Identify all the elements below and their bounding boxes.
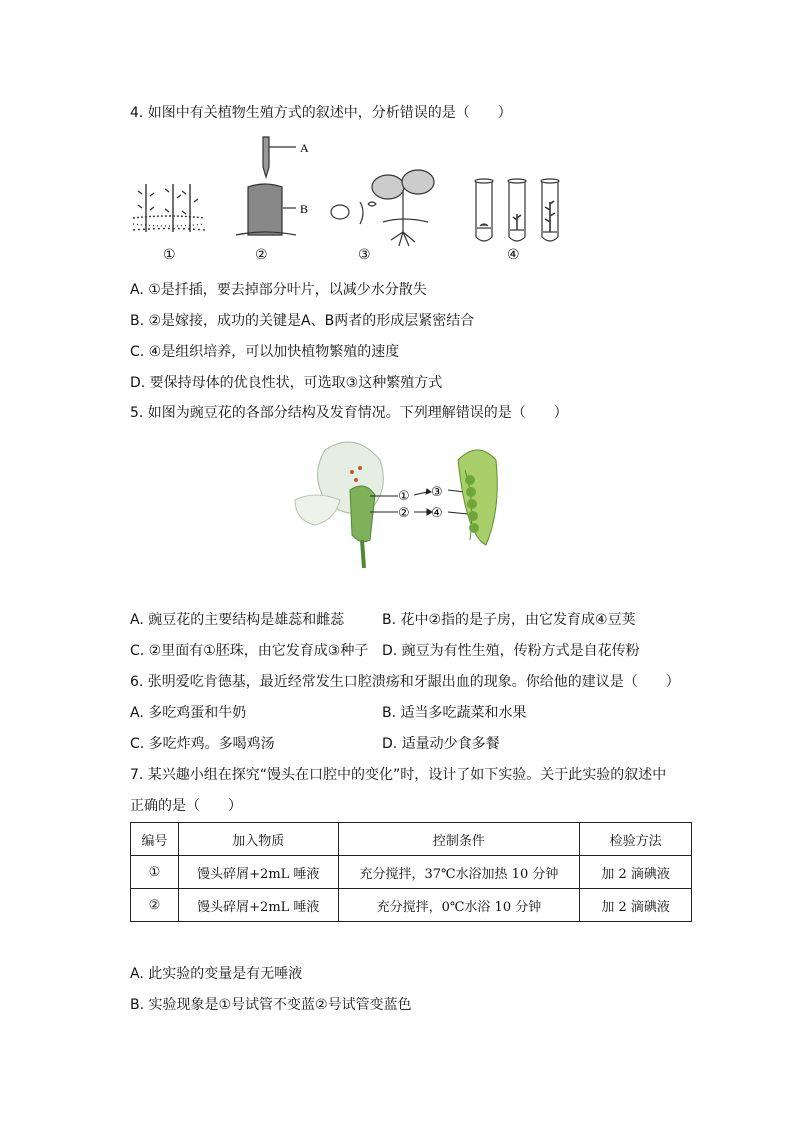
- q6-option-d: D. 适量动少食多餐: [382, 736, 500, 752]
- q7-option-b: B. 实验现象是①号试管不变蓝②号试管变蓝色: [130, 997, 412, 1013]
- table-cell: ①: [131, 856, 179, 889]
- tissue-culture-illustration: [475, 179, 559, 241]
- q5-option-b: B. 花中②指的是子房，由它发育成④豆荚: [382, 612, 636, 628]
- caption-2: ②: [255, 247, 268, 263]
- q5-figure: [290, 430, 505, 570]
- q6-option-b: B. 适当多吃蔬菜和水果: [382, 705, 527, 721]
- table-row: [131, 889, 692, 922]
- label-2: ②: [398, 506, 410, 521]
- q4-figure: [128, 132, 568, 262]
- table-cell: 馒头碎屑+2mL 唾液: [178, 889, 338, 922]
- caption-1: ①: [163, 247, 176, 263]
- caption-4: ④: [507, 247, 520, 263]
- table-header-row: [131, 823, 692, 856]
- caption-3: ③: [358, 247, 371, 263]
- q5-option-a: A. 豌豆花的主要结构是雄蕊和雌蕊: [130, 612, 345, 628]
- label-4: ④: [431, 506, 443, 521]
- table-header: 控制条件: [338, 823, 580, 856]
- table-header: 编号: [131, 823, 179, 856]
- q7-option-a: A. 此实验的变量是有无唾液: [130, 966, 303, 982]
- q6-option-c: C. 多吃炸鸡。多喝鸡汤: [130, 736, 275, 752]
- q5-stem: 5. 如图为豌豆花的各部分结构及发育情况。下列理解错误的是（ ）: [130, 405, 568, 421]
- label-a: A: [300, 141, 309, 155]
- pea-pod-illustration: [458, 450, 497, 545]
- table-cell: 充分搅拌，37℃水浴加热 10 分钟: [338, 856, 580, 889]
- q5-option-c: C. ②里面有①胚珠，由它发育成③种子: [130, 643, 369, 659]
- seed-germination-illustration: [331, 170, 434, 246]
- pea-flower-illustration: [295, 442, 398, 568]
- experiment-table: [130, 822, 692, 922]
- q7-stem-line2: 正确的是（ ）: [130, 798, 242, 814]
- q6-stem: 6. 张明爱吃肯德基，最近经常发生口腔溃疡和牙龈出血的现象。你给他的建议是（ ）: [130, 674, 680, 690]
- q7-stem-line1: 7. 某兴趣小组在探究“馒头在口腔中的变化”时，设计了如下实验。关于此实验的叙述中: [130, 767, 667, 783]
- q4-option-c: C. ④是组织培养，可以加快植物繁殖的速度: [130, 344, 400, 360]
- table-header: 加入物质: [178, 823, 338, 856]
- label-3: ③: [431, 485, 443, 500]
- table-cell: 馒头碎屑+2mL 唾液: [178, 856, 338, 889]
- cutting-illustration: [133, 184, 205, 232]
- table-cell: 加 2 滴碘液: [580, 889, 692, 922]
- q4-stem: 4. 如图中有关植物生殖方式的叙述中，分析错误的是（ ）: [130, 105, 512, 121]
- table-cell: 充分搅拌，0℃水浴 10 分钟: [338, 889, 580, 922]
- q5-option-d: D. 豌豆为有性生殖，传粉方式是自花传粉: [382, 643, 640, 659]
- label-1: ①: [398, 489, 410, 504]
- table-cell: 加 2 滴碘液: [580, 856, 692, 889]
- table-header: 检验方法: [580, 823, 692, 856]
- label-b: B: [300, 202, 309, 216]
- table-cell: ②: [131, 889, 179, 922]
- q6-option-a: A. 多吃鸡蛋和牛奶: [130, 705, 247, 721]
- q4-option-b: B. ②是嫁接，成功的关键是A、B两者的形成层紧密结合: [130, 313, 475, 329]
- table-row: [131, 856, 692, 889]
- q4-option-d: D. 要保持母体的优良性状，可选取③这种繁殖方式: [130, 375, 443, 391]
- grafting-illustration: [236, 137, 296, 235]
- q4-option-a: A. ①是扦插，要去掉部分叶片，以减少水分散失: [130, 282, 427, 298]
